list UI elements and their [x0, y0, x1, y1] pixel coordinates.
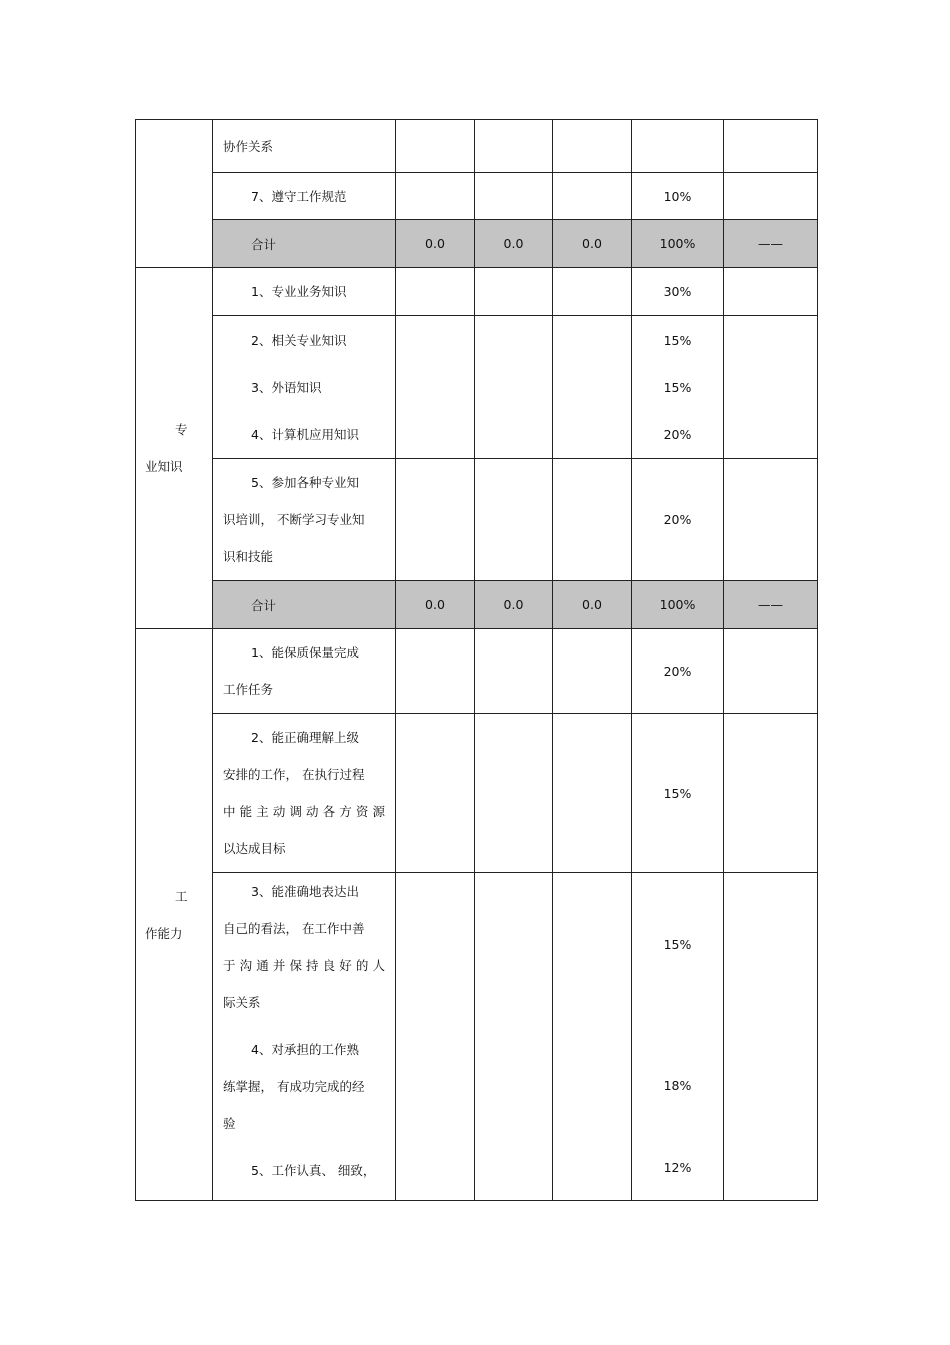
item-text: 识和技能 — [223, 549, 274, 564]
item-text: 自己的看法， 在工作中善 — [223, 921, 365, 936]
table-row — [136, 459, 818, 581]
category-text: 作能力 — [145, 925, 183, 941]
item-text: 5、工作认真、 细致， — [251, 1163, 376, 1178]
item-text: 2、相关专业知识 — [251, 332, 347, 348]
table-row — [136, 120, 818, 173]
item-cell — [213, 873, 396, 1201]
total-weight: 100% — [632, 581, 724, 629]
total-value: 0.0 — [553, 220, 632, 268]
spacer — [223, 1142, 385, 1152]
item-text: 以达成目标 — [223, 841, 286, 856]
item-text: 际关系 — [223, 995, 261, 1010]
total-dash: —— — [724, 220, 818, 268]
item-cell — [213, 268, 396, 316]
item-text: 工作任务 — [223, 682, 274, 697]
weight-cell: 20% — [632, 459, 724, 581]
item-cell — [213, 629, 396, 714]
weight-text: 15% — [663, 937, 692, 952]
item-cell — [213, 714, 396, 873]
weight-text: 15% — [663, 379, 692, 395]
total-row — [136, 220, 818, 268]
total-row — [136, 581, 818, 629]
item-cell — [213, 459, 396, 581]
table-row — [136, 629, 818, 714]
item-text: 验 — [223, 1116, 236, 1131]
weight-cell: 10% — [632, 173, 724, 220]
total-value: 0.0 — [553, 581, 632, 629]
spacer — [223, 1021, 385, 1031]
evaluation-table — [135, 119, 818, 1201]
category-cell — [136, 629, 213, 1201]
total-value: 0.0 — [396, 581, 475, 629]
item-text: 安排的工作， 在执行过程 — [223, 767, 365, 782]
weight-cell — [632, 316, 724, 459]
category-cell — [136, 268, 213, 629]
item-text: 5、参加各种专业知 — [251, 475, 359, 490]
category-text: 业知识 — [145, 459, 183, 474]
item-text: 练掌握， 有成功完成的经 — [223, 1079, 365, 1094]
item-text: 1、能保质保量完成 — [251, 645, 359, 660]
total-value: 0.0 — [396, 220, 475, 268]
item-cell — [213, 120, 396, 173]
table-row — [136, 714, 818, 873]
weight-cell: 15% — [632, 714, 724, 873]
total-label: 合计 — [213, 581, 396, 629]
total-weight: 100% — [632, 220, 724, 268]
total-value: 0.0 — [475, 581, 553, 629]
weight-text: 12% — [663, 1160, 692, 1175]
item-text: 1、专业业务知识 — [251, 284, 347, 299]
weight-cell: 30% — [632, 268, 724, 316]
item-text: 4、计算机应用知识 — [251, 426, 359, 442]
weight-cell — [632, 120, 724, 173]
item-text: 中能主动调动各方资源 — [223, 804, 385, 819]
weight-text: 15% — [663, 332, 692, 348]
total-dash: —— — [724, 581, 818, 629]
item-text: 3、外语知识 — [251, 379, 322, 395]
item-cell — [213, 316, 396, 459]
table-row — [136, 873, 818, 1201]
table-row — [136, 173, 818, 220]
category-cell — [136, 120, 213, 268]
weight-cell: 20% — [632, 629, 724, 714]
item-text: 于沟通并保持良好的人 — [223, 958, 385, 973]
weight-text: 20% — [663, 426, 692, 442]
item-text: 协作关系 — [223, 138, 274, 154]
total-label: 合计 — [213, 220, 396, 268]
table-row — [136, 268, 818, 316]
item-text: 3、能准确地表达出 — [251, 884, 359, 899]
weight-cell — [632, 873, 724, 1201]
item-text: 4、对承担的工作熟 — [251, 1042, 359, 1057]
total-value: 0.0 — [475, 220, 553, 268]
weight-text: 18% — [663, 1078, 692, 1093]
item-text: 识培训， 不断学习专业知 — [223, 512, 365, 527]
item-cell — [213, 173, 396, 220]
item-text: 7、遵守工作规范 — [251, 188, 347, 204]
item-text: 2、能正确理解上级 — [251, 730, 359, 745]
table-row — [136, 316, 818, 459]
category-text: 工 — [175, 888, 188, 904]
category-text: 专 — [175, 422, 188, 437]
